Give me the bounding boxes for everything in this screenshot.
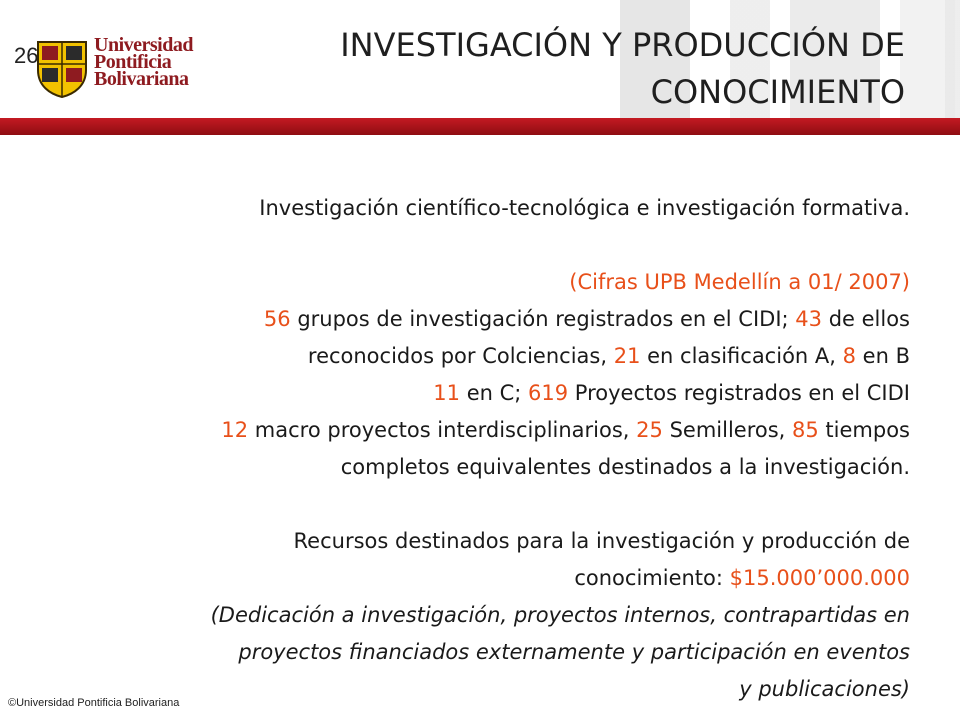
stat-value: 25: [636, 418, 663, 442]
stat-text: reconocidos por Colciencias,: [307, 344, 614, 368]
stats-line: [60, 412, 910, 449]
stats-line: [60, 338, 910, 375]
stat-value: 21: [613, 344, 641, 368]
footer-copyright: ©Universidad Pontificia Bolivariana: [8, 697, 180, 709]
logo-line: Pontificia: [94, 51, 172, 73]
logo-line: Bolivariana: [94, 68, 189, 90]
title-line: INVESTIGACIÓN Y PRODUCCIÓN DE: [340, 26, 905, 64]
slide-content: [60, 190, 910, 708]
resources-line: Recursos destinados para la investigación y producción de: [293, 529, 910, 553]
stat-value: 8: [842, 344, 856, 368]
stat-text: tiempos: [818, 418, 910, 442]
university-logo: [30, 30, 220, 100]
stat-value: 619: [528, 381, 569, 405]
stat-value: 12: [221, 418, 249, 442]
stats-line: completos equivalentes destinados a la investigación.: [340, 455, 910, 479]
stat-text: de ellos: [822, 307, 910, 331]
resources-label: conocimiento:: [574, 566, 730, 590]
figures-note: (Cifras UPB Medellín a 01/ 2007): [569, 270, 910, 294]
stat-text: grupos de investigación registrados en el CIDI;: [290, 307, 796, 331]
stats-line: [60, 301, 910, 338]
logo-line: Universidad: [94, 34, 193, 56]
slide-title: [265, 22, 905, 116]
stat-text: Proyectos registrados en el CIDI: [568, 381, 910, 405]
slide-number: 26: [14, 43, 39, 68]
stat-value: 11: [433, 381, 461, 405]
detail-line: y publicaciones): [739, 677, 910, 701]
stat-value: 85: [792, 418, 819, 442]
stat-value: 56: [263, 307, 291, 331]
detail-line: proyectos financiados externamente y participación en eventos: [238, 640, 910, 664]
stat-text: macro proyectos interdisciplinarios,: [248, 418, 637, 442]
shield-icon: [36, 40, 88, 98]
resources-line: [60, 560, 910, 597]
title-line: CONOCIMIENTO: [650, 73, 905, 111]
stats-line: [60, 375, 910, 412]
stat-value: 43: [795, 307, 823, 331]
stat-text: en C;: [460, 381, 529, 405]
stat-text: en clasificación A,: [640, 344, 843, 368]
detail-line: (Dedicación a investigación, proyectos internos, contrapartidas en: [210, 603, 910, 627]
header-red-bar: [0, 118, 960, 135]
resources-amount: $15.000’000.000: [729, 566, 910, 590]
intro-text: Investigación científico-tecnológica e investigación formativa.: [259, 196, 910, 220]
stat-text: en B: [856, 344, 910, 368]
stat-text: Semilleros,: [662, 418, 793, 442]
logo-wordmark: [94, 34, 193, 90]
